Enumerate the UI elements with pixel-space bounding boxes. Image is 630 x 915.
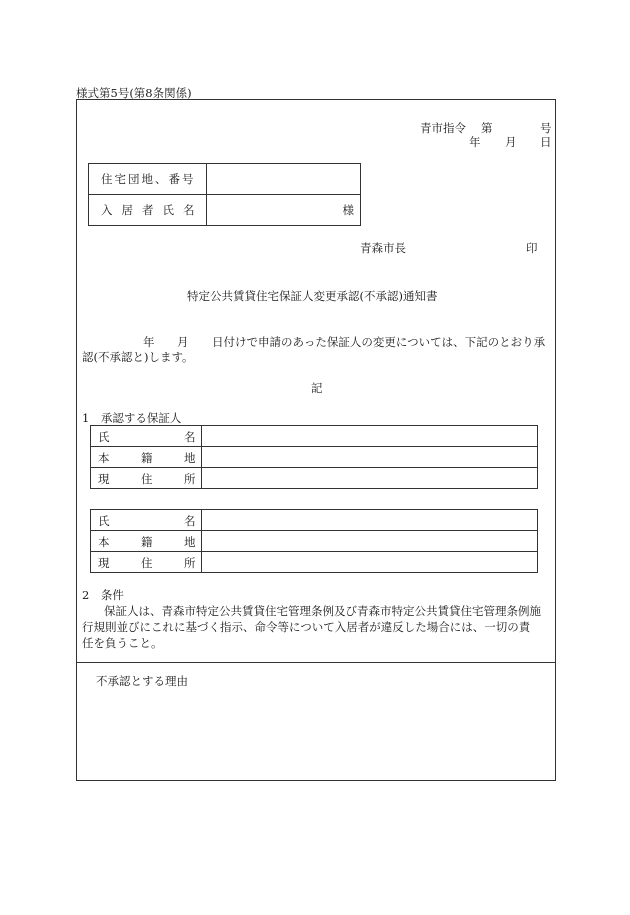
- address-label: 住宅団地、番号: [101, 172, 196, 186]
- body-line-1: 日付けで申請のあった保証人の変更については、下記のとおり承: [212, 335, 546, 349]
- guarantor-name-value: [202, 426, 538, 447]
- seal-mark: 印: [526, 241, 538, 255]
- section-2-heading: 2 条件: [82, 588, 124, 602]
- guarantor-name-label: 氏 名: [91, 426, 202, 447]
- guarantor-domicile-label: 本 籍 地: [91, 531, 202, 552]
- table-row: [89, 195, 361, 226]
- reason-label: 不承認とする理由: [96, 674, 188, 688]
- resident-name-label: 入居者氏名: [101, 203, 204, 217]
- form-number-label: 様式第5号(第8条関係): [76, 86, 192, 100]
- condition-line-1: 保証人は、青森市特定公共賃貸住宅管理条例及び青森市特定公共賃貸住宅管理条例施: [104, 604, 541, 618]
- number-go: 号: [540, 121, 552, 135]
- ki-mark: 記: [311, 381, 323, 395]
- resident-table: [88, 163, 361, 226]
- document-title: 特定公共賃貸住宅保証人変更承認(不承認)通知書: [187, 289, 438, 303]
- address-value-cell: [207, 164, 361, 195]
- table-row: [89, 164, 361, 195]
- table-row: [91, 468, 538, 489]
- date-month: 月: [505, 135, 517, 149]
- honorific-sama: 様: [342, 203, 354, 217]
- table-row: [91, 447, 538, 468]
- guarantor-domicile-value: [202, 447, 538, 468]
- issuer-mayor: 青森市長: [360, 241, 406, 255]
- body-line-2: 認(不承認と)します。: [82, 350, 194, 364]
- condition-line-2: 行規則並びにこれに基づく指示、命令等について入居者が違反した場合には、一切の責: [82, 620, 531, 634]
- reason-divider: [76, 662, 556, 663]
- guarantor-domicile-label: 本 籍 地: [91, 447, 202, 468]
- condition-line-3: 任を負うこと。: [82, 636, 163, 650]
- table-row: [91, 552, 538, 573]
- table-row: [91, 531, 538, 552]
- guarantor-address-label: 現 住 所: [91, 468, 202, 489]
- guarantor-address-value: [202, 552, 538, 573]
- resident-name-label-cell: [89, 195, 207, 226]
- guarantor-name-label: 氏 名: [91, 510, 202, 531]
- guarantor-table-2: [90, 509, 538, 573]
- guarantor-table-1: [90, 425, 538, 489]
- guarantor-domicile-value: [202, 531, 538, 552]
- guarantor-address-value: [202, 468, 538, 489]
- body-year: 年: [143, 335, 155, 349]
- table-row: [91, 510, 538, 531]
- date-day: 日: [540, 135, 552, 149]
- resident-name-value-cell: [207, 195, 361, 226]
- address-label-cell: [89, 164, 207, 195]
- guarantor-address-label: 現 住 所: [91, 552, 202, 573]
- guarantor-name-value: [202, 510, 538, 531]
- body-month: 月: [177, 335, 189, 349]
- date-year: 年: [469, 135, 481, 149]
- table-row: [91, 426, 538, 447]
- number-dai: 第: [481, 121, 493, 135]
- office-code: 青市指令: [420, 121, 466, 135]
- section-1-heading: 1 承認する保証人: [82, 411, 182, 425]
